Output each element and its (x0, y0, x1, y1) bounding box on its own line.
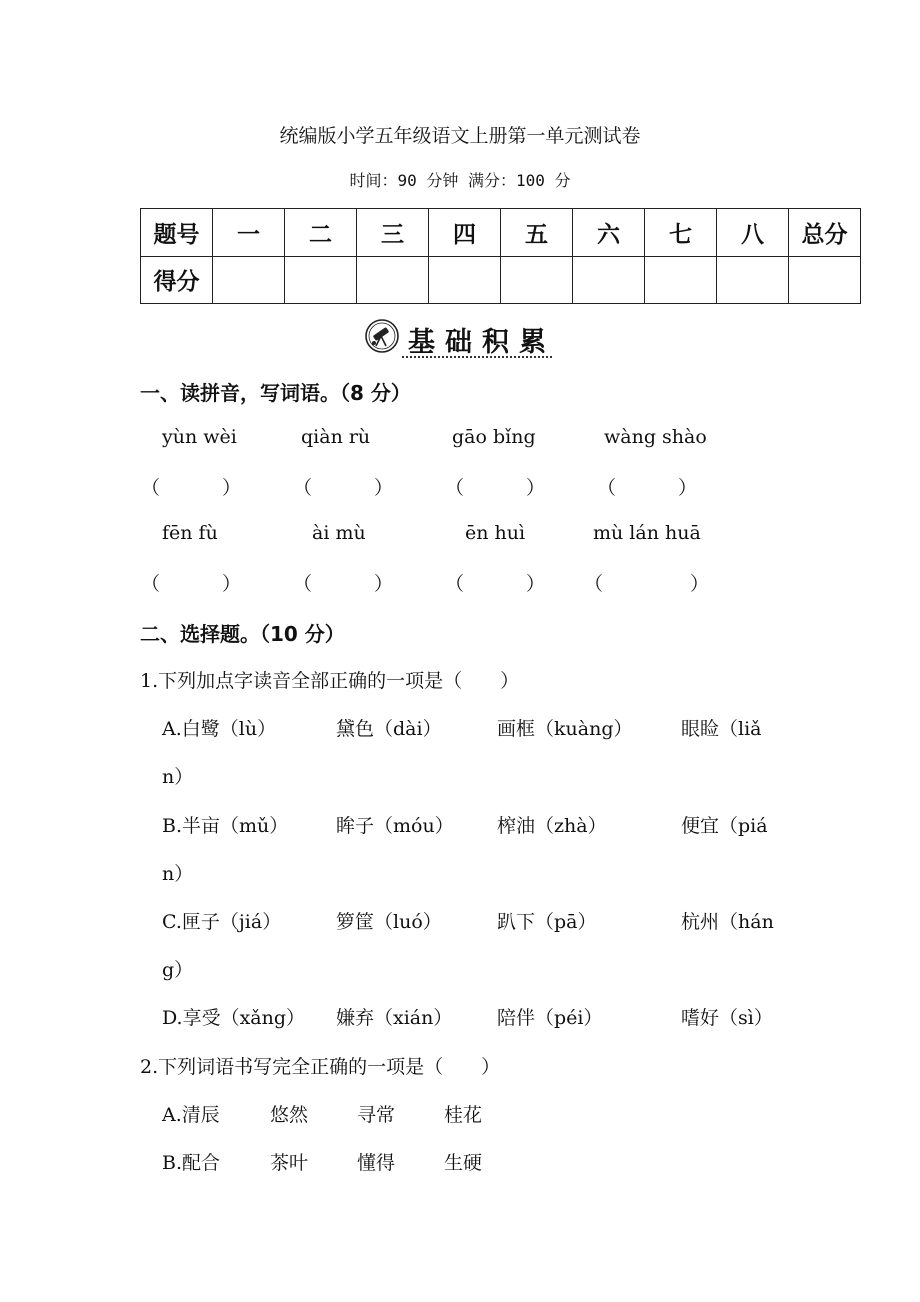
pinyin-item: mù lán huā (593, 522, 701, 544)
option-b-item: 茶叶 (270, 1152, 309, 1174)
pinyin-item: gāo bǐng (452, 426, 536, 448)
pinyin-item: qiàn rù (301, 426, 371, 448)
answer-paren-open: （ (445, 477, 465, 499)
option-b-item: 懂得 (357, 1152, 396, 1174)
question-1-stem: 1.下列加点字读音全部正确的一项是（ ） (140, 670, 520, 692)
option-c-item: 趴下（pā） (497, 911, 597, 933)
option-a-item: 悠然 (270, 1104, 309, 1126)
score-table-score-row (141, 256, 861, 304)
score-cell-empty (285, 256, 357, 304)
score-cell-header: 三 (357, 209, 429, 257)
score-cell-empty (573, 256, 645, 304)
banner-underline (402, 356, 552, 358)
score-table (140, 208, 861, 304)
pinyin-item: ēn huì (465, 522, 526, 544)
option-c-item: 箩筐（luó） (336, 911, 442, 933)
score-cell-empty (213, 256, 285, 304)
pinyin-item: fēn fù (162, 522, 218, 544)
answer-paren-open: （ (597, 477, 617, 499)
score-cell-header: 六 (573, 209, 645, 257)
answer-paren-open: （ (445, 573, 465, 595)
answer-paren-close: ） (678, 477, 698, 499)
option-a-item: A.白鹭（lù） (162, 718, 277, 740)
answer-paren-open: （ (141, 477, 161, 499)
option-c-item: 杭州（hán (681, 911, 774, 933)
score-table-header-row (141, 209, 861, 257)
option-a-item: 桂花 (444, 1104, 483, 1126)
option-d-item: 嫌弃（xián） (336, 1007, 453, 1029)
banner-title: 基础积累 (408, 327, 556, 358)
option-a-wrap: n） (162, 766, 194, 788)
section1-heading: 一、读拼音，写词语。（8 分） (140, 381, 411, 405)
score-cell-header: 五 (501, 209, 573, 257)
option-a-item: 黛色（dài） (336, 718, 442, 740)
option-b-item: B.配合 (162, 1152, 221, 1174)
exam-title: 统编版小学五年级语文上册第一单元测试卷 (279, 125, 641, 147)
option-b-item: 榨油（zhà） (497, 815, 607, 837)
score-cell-total: 总分 (789, 209, 861, 257)
telescope-icon (364, 318, 400, 358)
answer-paren-close: ） (526, 477, 546, 499)
score-cell-header: 四 (429, 209, 501, 257)
answer-paren-close: ） (526, 573, 546, 595)
score-cell-empty (429, 256, 501, 304)
pinyin-item: wàng shào (604, 426, 707, 448)
section2-heading: 二、选择题。（10 分） (140, 622, 345, 646)
option-d-item: 嗜好（sì） (681, 1007, 773, 1029)
score-cell-header: 一 (213, 209, 285, 257)
score-cell-label: 得分 (141, 256, 213, 304)
score-cell-empty (789, 256, 861, 304)
option-b-wrap: n） (162, 863, 194, 885)
option-b-item: B.半亩（mǔ） (162, 815, 289, 837)
score-cell-header: 七 (645, 209, 717, 257)
answer-paren-open: （ (141, 573, 161, 595)
score-cell-empty (501, 256, 573, 304)
option-c-item: C.匣子（jiá） (162, 911, 282, 933)
option-b-item: 生硬 (444, 1152, 483, 1174)
option-a-item: A.清辰 (162, 1104, 220, 1126)
option-a-item: 寻常 (357, 1104, 396, 1126)
option-d-item: D.享受（xǎng） (162, 1007, 306, 1029)
option-c-wrap: g） (162, 959, 194, 981)
score-cell-empty (717, 256, 789, 304)
pinyin-item: yùn wèi (162, 426, 237, 448)
score-cell-header: 二 (285, 209, 357, 257)
answer-paren-close: ） (222, 573, 242, 595)
option-b-item: 眸子（móu） (336, 815, 454, 837)
score-cell-empty (357, 256, 429, 304)
answer-paren-close: ） (374, 573, 394, 595)
pinyin-item: ài mù (312, 522, 366, 544)
option-b-item: 便宜（piá (681, 815, 768, 837)
score-cell-header: 八 (717, 209, 789, 257)
exam-time-info: 时间：90 分钟 满分：100 分 (349, 171, 571, 190)
answer-paren-open: （ (293, 573, 313, 595)
score-cell-empty (645, 256, 717, 304)
answer-paren-close: ） (690, 573, 710, 595)
answer-paren-close: ） (374, 477, 394, 499)
answer-paren-open: （ (584, 573, 604, 595)
answer-paren-open: （ (293, 477, 313, 499)
option-a-item: 画框（kuàng） (497, 718, 633, 740)
question-2-stem: 2.下列词语书写完全正确的一项是（ ） (140, 1056, 501, 1078)
option-d-item: 陪伴（péi） (497, 1007, 603, 1029)
option-a-item: 眼睑（liǎ (681, 718, 762, 740)
answer-paren-close: ） (222, 477, 242, 499)
score-cell-label: 题号 (141, 209, 213, 257)
